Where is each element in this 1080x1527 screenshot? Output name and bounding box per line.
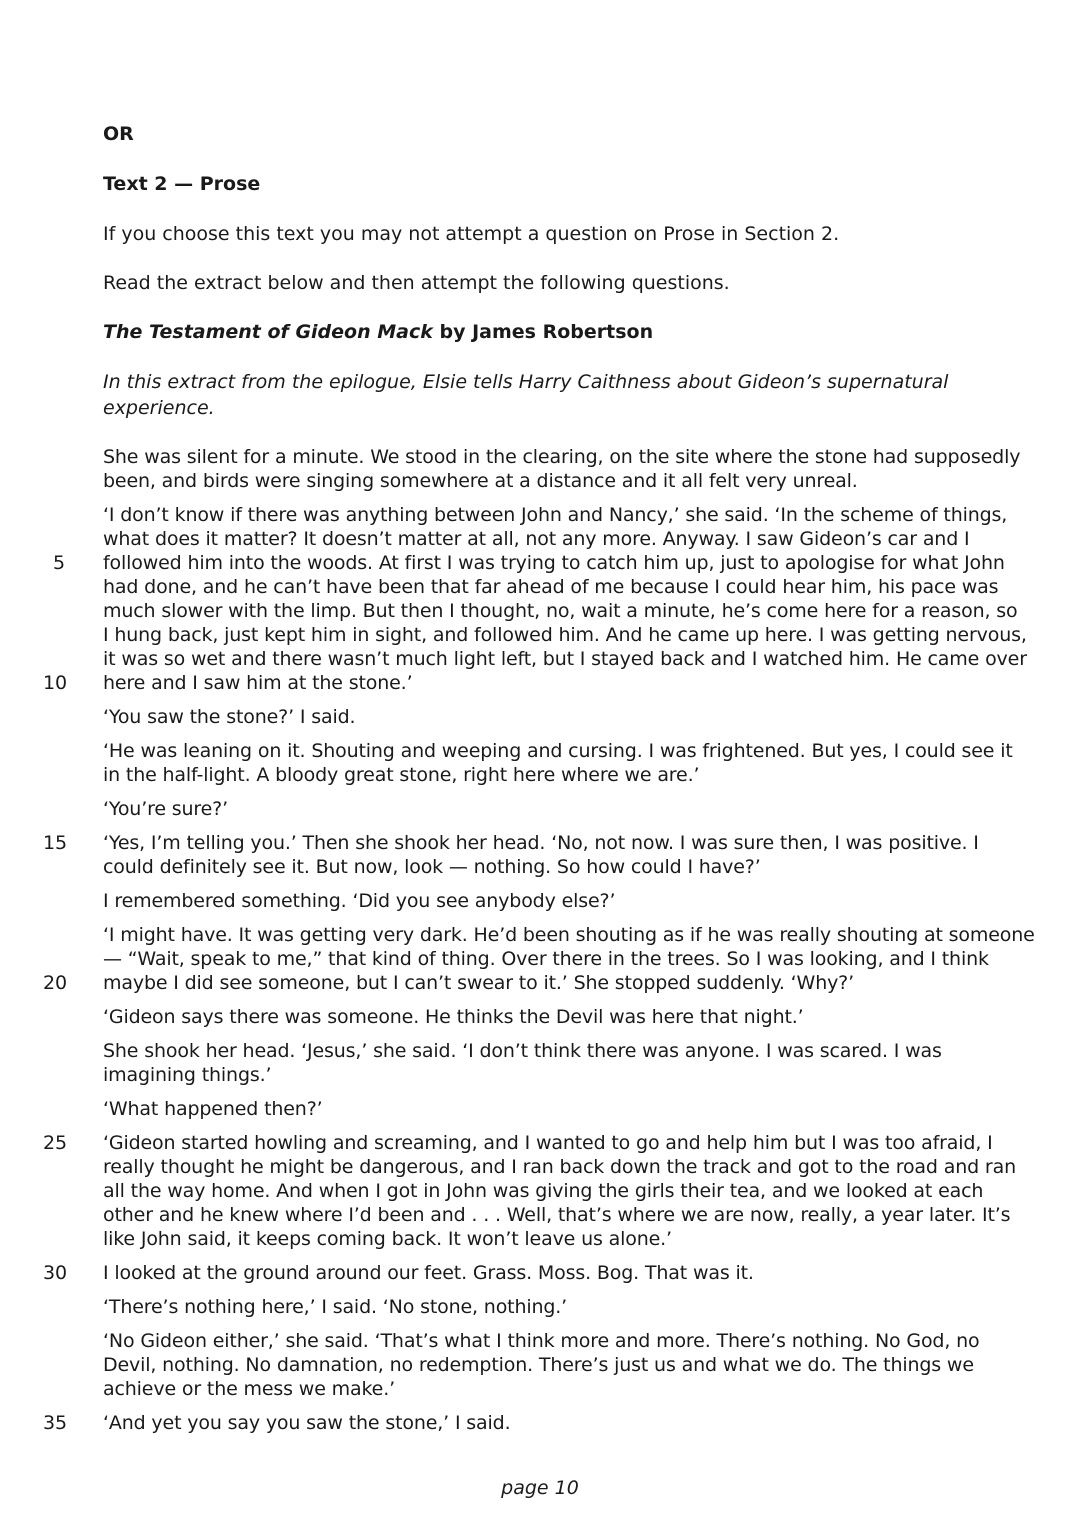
extract-paragraph [43, 923, 1035, 995]
extract-line: it was so wet and there wasn’t much light left, but I stayed back and I watched him. He came over [103, 648, 1027, 670]
extract-line: I remembered something. ‘Did you see anybody else?’ [103, 890, 616, 912]
extract-line: much slower with the limp. But then I thought, no, wait a minute, he’s come here for a reason, so [103, 600, 1018, 622]
extract-line: all the way home. And when I got in John was giving the girls their tea, and we looked at each [103, 1180, 984, 1202]
extract-line: in the half-light. A bloody great stone, right here where we are.’ [103, 764, 700, 786]
extract-intro: In this extract from the epilogue, Elsie tells Harry Caithness about Gideon’s supernatural experience. [103, 371, 949, 419]
extract-line: ‘I don’t know if there was anything between John and Nancy,’ she said. ‘In the scheme of things, [103, 504, 1008, 526]
instruction-prose-restriction: If you choose this text you may not attempt a question on Prose in Section 2. [103, 223, 840, 245]
extract-line: ‘There’s nothing here,’ I said. ‘No stone, nothing.’ [103, 1296, 568, 1318]
page-number: page 10 [501, 1477, 579, 1499]
text-label-heading: Text 2 — Prose [103, 173, 261, 195]
extract-line: ‘Gideon says there was someone. He thinks the Devil was here that night.’ [103, 1006, 804, 1028]
line-number: 25 [43, 1132, 67, 1154]
extract-paragraph [103, 1295, 983, 1319]
extract-line: She shook her head. ‘Jesus,’ she said. ‘I don’t think there was anyone. I was scared. I was [103, 1040, 942, 1062]
extract-line: maybe I did see someone, but I can’t swear to it.’ She stopped suddenly. ‘Why?’ [103, 972, 855, 994]
extract-line: ‘And yet you say you saw the stone,’ I said. [103, 1412, 511, 1434]
extract-line: She was silent for a minute. We stood in the clearing, on the site where the stone had supposedly [103, 446, 1021, 468]
line-number: 30 [43, 1262, 67, 1284]
extract-line: like John said, it keeps coming back. It won’t leave us alone.’ [103, 1228, 672, 1250]
extract-paragraph [43, 1261, 983, 1285]
extract-line: I hung back, just kept him in sight, and followed him. And he came up here. I was getting nervous, [103, 624, 1027, 646]
page-content [43, 121, 1035, 1445]
extract-line: really thought he might be dangerous, and I ran back down the track and got to the road and ran [103, 1156, 1016, 1178]
extract-paragraph [43, 831, 983, 879]
extract-paragraph [103, 1097, 983, 1121]
extract-line: been, and birds were singing somewhere at a distance and it all felt very unreal. [103, 470, 858, 492]
extract-line: other and he knew where I’d been and . . . Well, that’s where we are now, really, a year later. It’s [103, 1204, 1011, 1226]
extract-line: achieve or the mess we make.’ [103, 1378, 395, 1400]
extract-line: ‘Yes, I’m telling you.’ Then she shook her head. ‘No, not now. I was sure then, I was positive. I [103, 832, 979, 854]
extract-line: had done, and he can’t have been that far ahead of me because I could hear him, his pace was [103, 576, 999, 598]
instruction-read-extract: Read the extract below and then attempt the following questions. [103, 272, 730, 294]
line-number: 35 [43, 1412, 67, 1434]
extract-paragraph [103, 1039, 983, 1087]
extract-line: ‘You’re sure?’ [103, 798, 228, 820]
extract-line: followed him into the woods. At first I was trying to catch him up, just to apologise for what John [103, 552, 1005, 574]
extract-paragraph [103, 1005, 983, 1029]
extract-paragraph [43, 1131, 1016, 1251]
extract-line: Devil, nothing. No damnation, no redemption. There’s just us and what we do. The things we [103, 1354, 974, 1376]
book-author: by James Robertson [439, 321, 654, 343]
line-number: 20 [43, 972, 67, 994]
extract-paragraph [103, 889, 983, 913]
extract-paragraph [43, 503, 1027, 695]
line-number: 5 [53, 552, 65, 574]
extract-paragraph [103, 797, 983, 821]
line-number: 10 [43, 672, 67, 694]
extract-paragraph [43, 1411, 983, 1435]
extract-paragraph [103, 739, 1013, 787]
line-number: 15 [43, 832, 67, 854]
extract-paragraph [103, 445, 1021, 493]
book-title: The Testament of Gideon Mack [103, 321, 433, 343]
extract-line: imagining things.’ [103, 1064, 272, 1086]
extract-line: what does it matter? It doesn’t matter at all, not any more. Anyway. I saw Gideon’s car and I [103, 528, 970, 550]
extract-line: ‘What happened then?’ [103, 1098, 323, 1120]
extract-line: — “Wait, speak to me,” that kind of thing. Over there in the trees. So I was looking, and I think [103, 948, 989, 970]
extract-line: ‘No Gideon either,’ she said. ‘That’s what I think more and more. There’s nothing. No God, no [103, 1330, 980, 1352]
extract-line: here and I saw him at the stone.’ [103, 672, 413, 694]
or-heading: OR [103, 123, 134, 145]
extract-line: ‘I might have. It was getting very dark. He’d been shouting as if he was really shouting at someone [103, 924, 1035, 946]
extract-line: could definitely see it. But now, look — nothing. So how could I have?’ [103, 856, 761, 878]
extract-line: ‘He was leaning on it. Shouting and weeping and cursing. I was frightened. But yes, I could see it [103, 740, 1013, 762]
extract-line: I looked at the ground around our feet. Grass. Moss. Bog. That was it. [103, 1262, 754, 1284]
extract-paragraph [103, 1329, 983, 1401]
extract-line: ‘You saw the stone?’ I said. [103, 706, 356, 728]
extract-line: ‘Gideon started howling and screaming, and I wanted to go and help him but I was too afraid, I [103, 1132, 993, 1154]
extract-paragraph [103, 705, 983, 729]
extract-title [103, 319, 983, 345]
